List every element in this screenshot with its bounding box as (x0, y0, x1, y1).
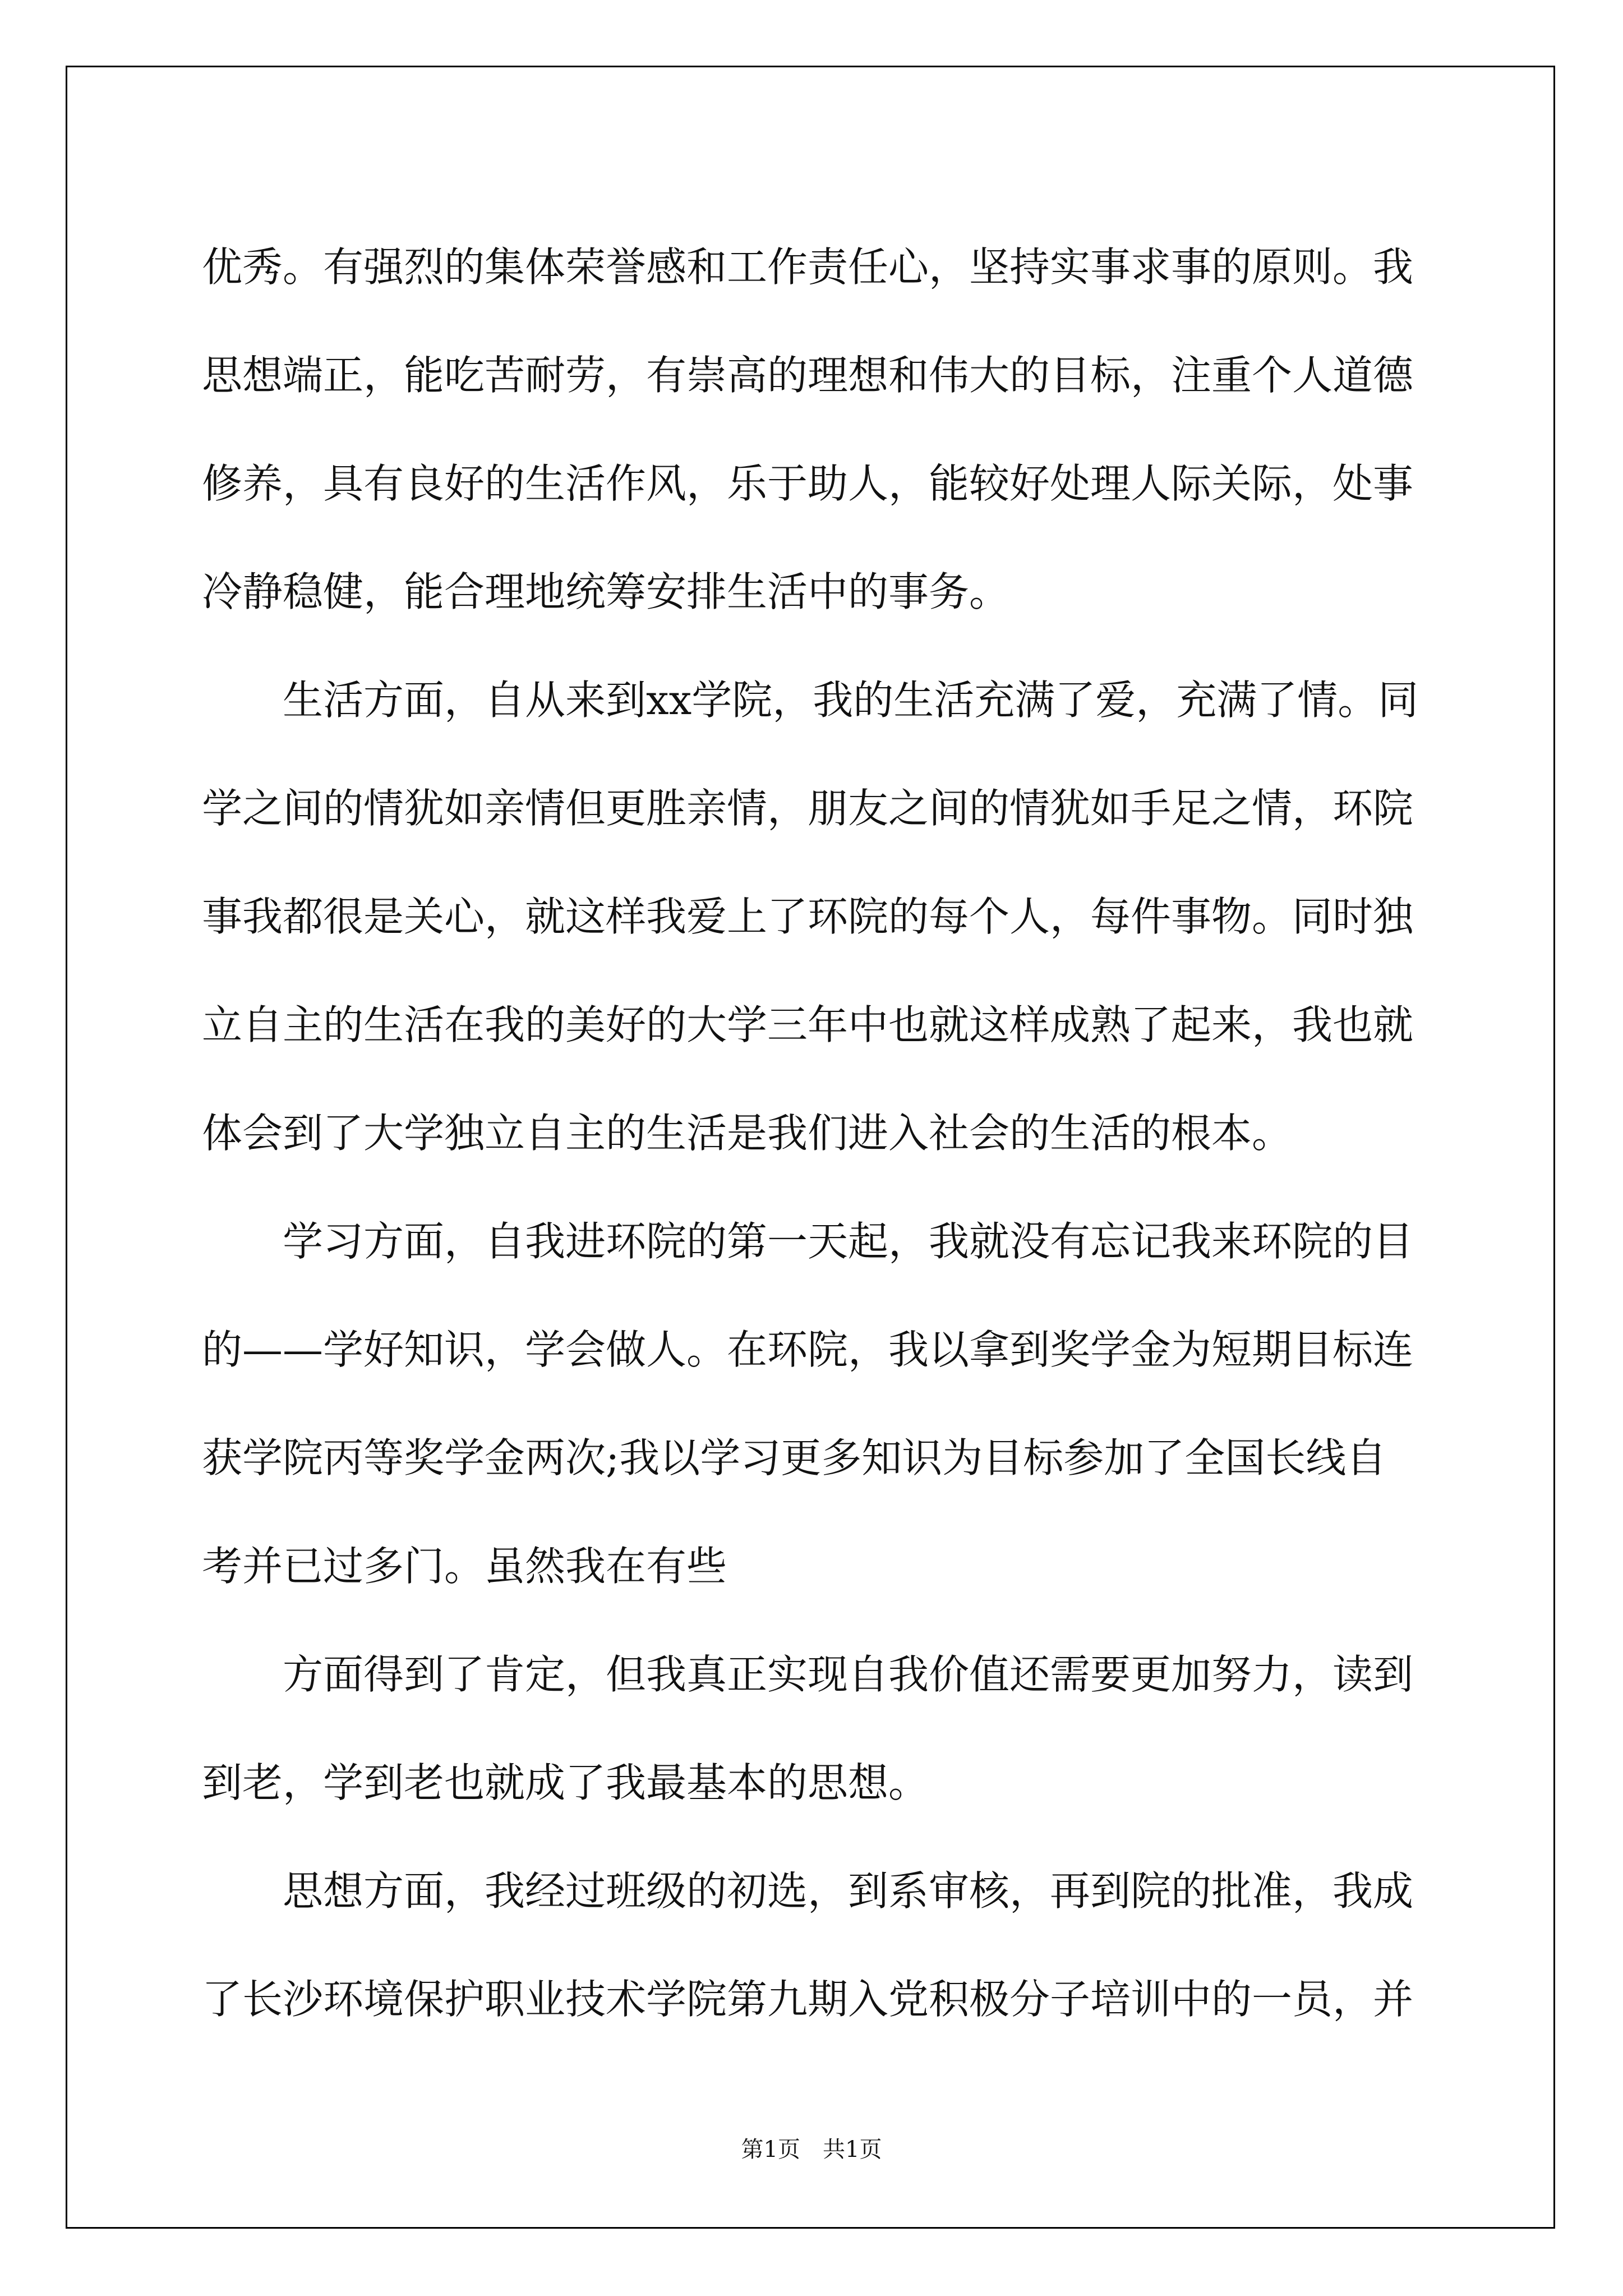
text-line: 考并已过多门。虽然我在有些 (202, 1543, 727, 1590)
text-line: 获学院丙等奖学金两次;我以学习更多知识为目标参加了全国长线自 (202, 1434, 1387, 1481)
text-line: 优秀。有强烈的集体荣誉感和工作责任心，坚持实事求事的原则。我 (202, 243, 1414, 291)
text-line: 方面得到了肯定，但我真正实现自我价值还需要更加努力，读到 (202, 1651, 1414, 1698)
document-body (202, 213, 1424, 2054)
text-line: 立自主的生活在我的美好的大学三年中也就这样成熟了起来，我也就 (202, 1001, 1414, 1048)
text-line: 到老，学到老也就成了我最基本的思想。 (202, 1759, 929, 1806)
text-line: 生活方面，自从来到xx学院，我的生活充满了爱，充满了情。同 (202, 677, 1419, 724)
text-line: 思想方面，我经过班级的初选，到系审核，再到院的批准，我成 (202, 1867, 1414, 1915)
text-line: 冷静稳健，能合理地统筹安排生活中的事务。 (202, 568, 1010, 615)
text-line: 学习方面，自我进环院的第一天起，我就没有忘记我来环院的目 (202, 1218, 1414, 1265)
text-line: 体会到了大学独立自主的生活是我们进入社会的生活的根本。 (202, 1110, 1293, 1157)
text-line: 的——学好知识，学会做人。在环院，我以拿到奖学金为短期目标连 (202, 1326, 1414, 1373)
page-number: 第1页 共1页 (741, 2137, 882, 2162)
text-line: 了长沙环境保护职业技术学院第九期入党积极分子培训中的一员，并 (202, 1976, 1414, 2023)
text-line: 事我都很是关心，就这样我爱上了环院的每个人，每件事物。同时独 (202, 893, 1414, 940)
text-line: 思想端正，能吃苦耐劳，有崇高的理想和伟大的目标，注重个人道德 (202, 352, 1414, 399)
text-line: 学之间的情犹如亲情但更胜亲情，朋友之间的情犹如手足之情，环院 (202, 785, 1414, 832)
text-line: 修养，具有良好的生活作风，乐于助人，能较好处理人际关际，处事 (202, 460, 1414, 507)
